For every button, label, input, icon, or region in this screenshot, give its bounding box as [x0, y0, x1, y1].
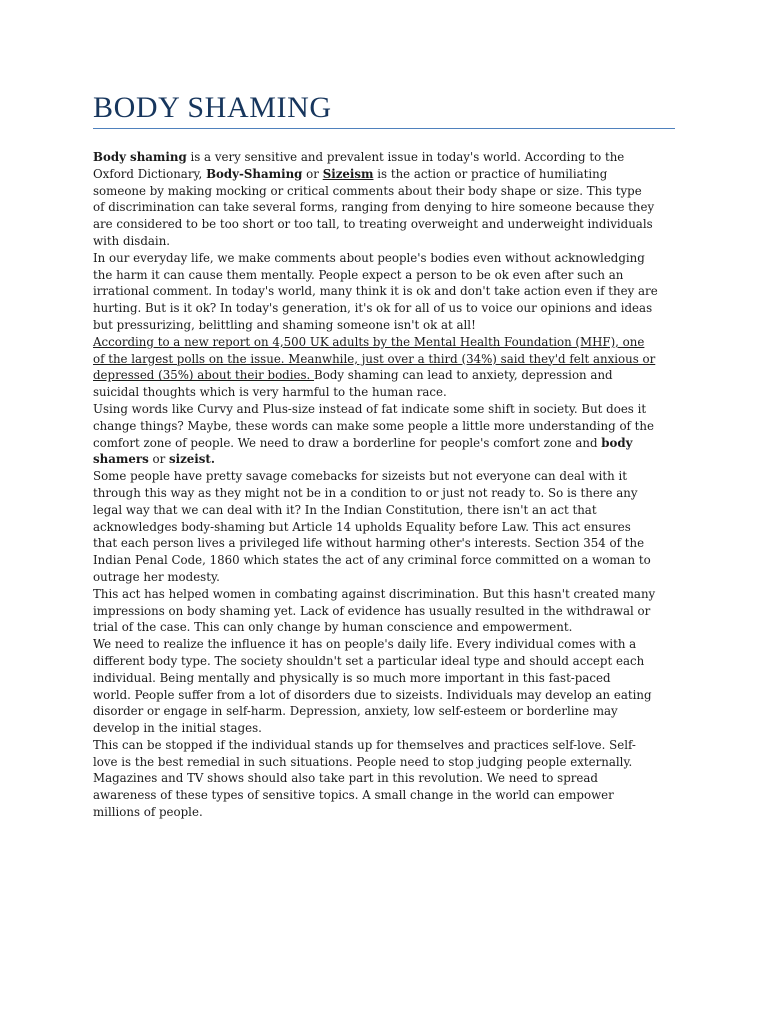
text-run: millions of people. [93, 805, 203, 820]
text-line [93, 703, 683, 720]
text-run: develop in the initial stages. [93, 721, 262, 736]
text-line [93, 199, 683, 216]
text-line [93, 367, 683, 384]
text-line [93, 317, 683, 334]
text-line [93, 502, 683, 519]
text-run: Indian Penal Code, 1860 which states the act of any criminal force committed on a woman to [93, 553, 651, 568]
document-title: BODY SHAMING [93, 91, 332, 124]
text-line [93, 804, 683, 821]
text-line [93, 216, 683, 233]
paragraph [93, 334, 683, 401]
text-line [93, 267, 683, 284]
bold-text-run: Sizeism [322, 166, 374, 181]
text-run: awareness of these types of sensitive topics. A small change in the world can empower [93, 788, 614, 803]
text-run: is the action or practice of humiliating [373, 166, 608, 181]
title-underline-rule [93, 128, 675, 129]
paragraph [93, 737, 683, 821]
text-run: acknowledges body-shaming but Article 14 upholds Equality before Law. This act ensures [93, 519, 631, 534]
text-run: This act has helped women in combating against discrimination. But this hasn't created many [93, 586, 656, 601]
text-run: that each person lives a privileged life without harming other's interests. Section 354 of the [93, 536, 645, 551]
text-line [93, 569, 683, 586]
text-run: comfort zone of people. We need to draw a borderline for people's comfort zone and [93, 435, 602, 450]
text-line [93, 435, 683, 452]
text-line [93, 166, 683, 183]
text-run: hurting. But is it ok? In today's generation, it's ok for all of us to voice our opinions and ideas [93, 301, 653, 316]
text-run: individual. Being mentally and physically is so much more important in this fast-paced [93, 670, 611, 685]
text-line [93, 636, 683, 653]
text-run: is a very sensitive and prevalent issue in today's world. According to the [186, 150, 625, 164]
text-run: world. People suffer from a lot of disorders due to sizeists. Individuals may develop an eating [93, 687, 652, 702]
text-line [93, 418, 683, 435]
text-line [93, 149, 683, 166]
bold-text-run: Body-Shaming [206, 166, 303, 181]
underlined-text-run: of the largest polls on the issue. Meanwhile, just over a third (34%) said they'd felt anxious or [93, 351, 656, 366]
text-line [93, 754, 683, 771]
bold-text-run: Body shaming [93, 150, 187, 164]
text-run: someone by making mocking or critical comments about their body shape or size. This type [93, 183, 642, 198]
text-line [93, 519, 683, 536]
paragraph [93, 586, 683, 636]
text-line [93, 535, 683, 552]
text-run: Oxford Dictionary, [93, 166, 207, 181]
text-run: love is the best remedial in such situations. People need to stop judging people externally. [93, 754, 633, 769]
text-line [93, 485, 683, 502]
text-line [93, 468, 683, 485]
text-run: are considered to be too short or too tall, to treating overweight and underweight individuals [93, 217, 653, 232]
text-run: with disdain. [93, 233, 171, 248]
paragraph [93, 149, 683, 250]
text-line [93, 653, 683, 670]
text-line [93, 334, 683, 351]
text-line [93, 183, 683, 200]
text-run: or [302, 166, 323, 181]
text-run: Some people have pretty savage comebacks for sizeists but not everyone can deal with it [93, 469, 627, 484]
text-line [93, 737, 683, 754]
text-run: through this way as they might not be in a condition to or just not ready to. So is there any [93, 485, 638, 500]
text-run: This can be stopped if the individual stands up for themselves and practices self-love. Self- [93, 737, 636, 752]
text-run: suicidal thoughts which is very harmful to the human race. [93, 385, 447, 400]
text-run: of discrimination can take several forms, ranging from denying to hire someone because they [93, 200, 655, 215]
paragraph [93, 468, 683, 586]
text-line [93, 770, 683, 787]
bold-text-run: sizeist. [168, 452, 215, 467]
text-line [93, 250, 683, 267]
text-run: In our everyday life, we make comments about people's bodies even without acknowledging [93, 250, 645, 265]
paragraph [93, 636, 683, 737]
text-run: Using words like Curvy and Plus-size instead of fat indicate some shift in society. But does it [93, 401, 647, 416]
text-run: the harm it can cause them mentally. People expect a person to be ok even after such an [93, 267, 624, 282]
text-line [93, 787, 683, 804]
text-run: Body shaming can lead to anxiety, depression and [314, 368, 613, 383]
text-line [93, 619, 683, 636]
text-run: change things? Maybe, these words can make some people a little more understanding of the [93, 418, 654, 433]
text-line [93, 552, 683, 569]
text-line [93, 233, 683, 250]
text-line [93, 351, 683, 368]
text-run: trial of the case. This can only change by human conscience and empowerment. [93, 620, 573, 635]
text-run: different body type. The society shouldn't set a particular ideal type and should accept each [93, 653, 645, 668]
document-body [93, 149, 683, 821]
bold-text-run: shamers [93, 452, 149, 467]
text-run: or [148, 452, 169, 467]
text-run: but pressurizing, belittling and shaming someone isn't ok at all! [93, 317, 476, 332]
text-line [93, 300, 683, 317]
text-line [93, 670, 683, 687]
text-line [93, 283, 683, 300]
paragraph [93, 401, 683, 468]
text-run: legal way that we can deal with it? In the Indian Constitution, there isn't an act that [93, 502, 597, 517]
text-run: Magazines and TV shows should also take part in this revolution. We need to spread [93, 771, 598, 786]
text-line [93, 451, 683, 468]
text-line [93, 603, 683, 620]
underlined-text-run: depressed (35%) about their bodies. [93, 368, 315, 383]
text-line [93, 720, 683, 737]
text-run: impressions on body shaming yet. Lack of evidence has usually resulted in the withdrawal or [93, 603, 651, 618]
paragraph [93, 250, 683, 334]
underlined-text-run: According to a new report on 4,500 UK adults by the Mental Health Foundation (MHF), one [93, 334, 645, 349]
text-run: irrational comment. In today's world, many think it is ok and don't take action even if they are [93, 284, 658, 299]
text-line [93, 586, 683, 603]
bold-text-run: body [601, 435, 633, 450]
text-run: outrage her modesty. [93, 569, 220, 584]
text-run: We need to realize the influence it has on people's daily life. Every individual comes with a [93, 637, 637, 652]
text-run: disorder or engage in self-harm. Depression, anxiety, low self-esteem or borderline may [93, 704, 618, 719]
text-line [93, 401, 683, 418]
text-line [93, 687, 683, 704]
text-line [93, 384, 683, 401]
